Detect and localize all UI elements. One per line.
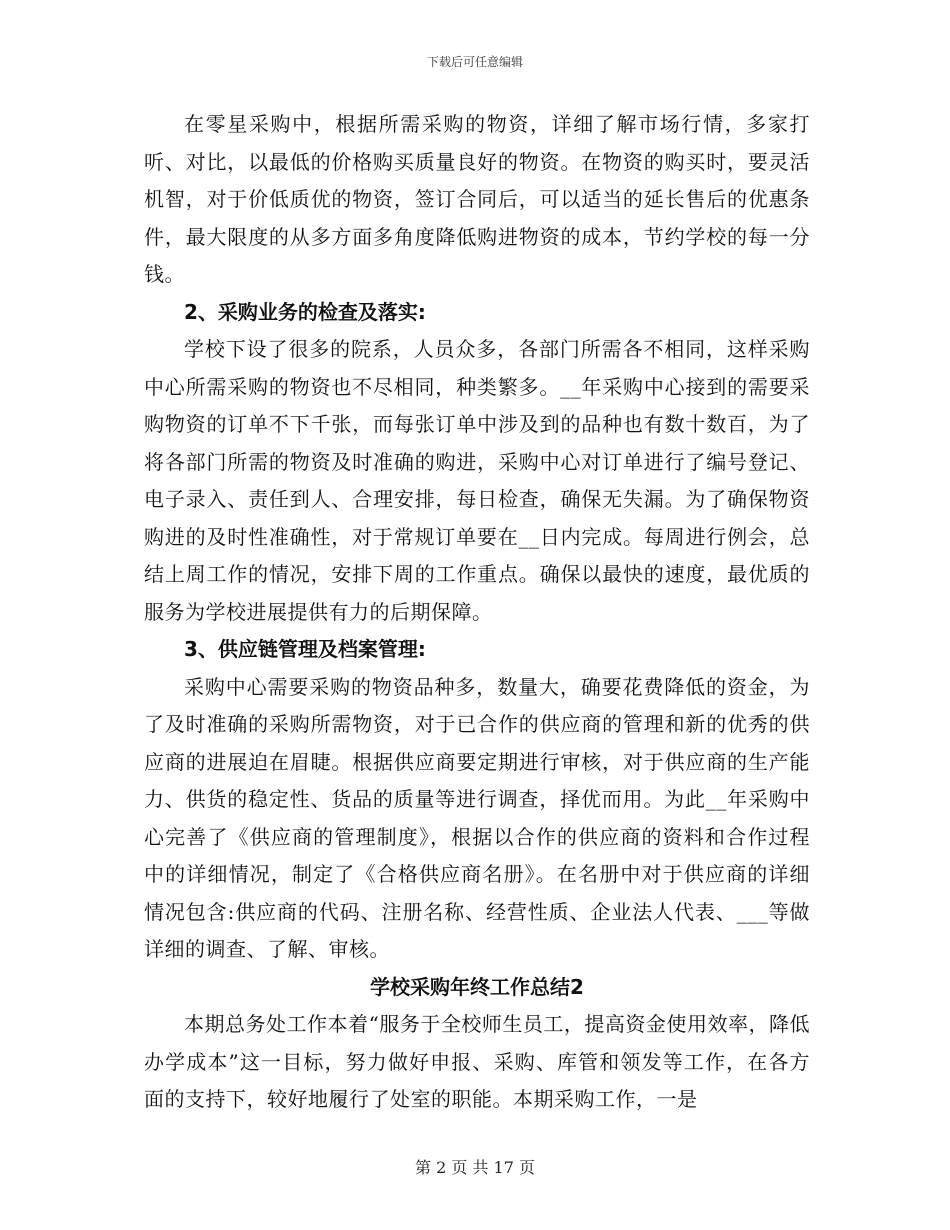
section-title-summary-2: 学校采购年终工作总结2 — [370, 974, 584, 999]
page-number-footer: 第 2 页 共 17 页 — [415, 1158, 535, 1177]
page-header-note: 下载后可任意编辑 — [426, 55, 523, 69]
heading-purchasing-inspection: 2、采购业务的检查及落实: — [184, 299, 426, 324]
paragraph-purchasing-inspection: 学校下设了很多的院系，人员众多，各部门所需各不相同，这样采购中心所需采购的物资也不尽相同，种类繁多。__年采购中心接到的需要采购物资的订单不下千张，而每张订单中涉及到的品种也有数十数百，为了将各部门所需的物资及时准确的购进，采购中心对订单进行了编号登记、电子录入、责任到人、合理安排，每日检查，确保无失漏。为了确保物资购进的及时性准确性，对于常规订单要在__日内完成。每周进行例会，总结上周工作的情况，安排下周的工作重点。确保以最快的速度，最优质的服务为学校进展提供有力的后期保障。 — [144, 337, 810, 624]
paragraph-retail-purchasing: 在零星采购中，根据所需采购的物资，详细了解市场行情，多家打听、对比，以最低的价格购买质量良好的物资。在物资的购买时，要灵活机智，对于价低质优的物资，签订合同后，可以适当的延长售后的优惠条件，最大限度的从多方面多角度降低购进物资的成本，节约学校的每一分钱。 — [144, 112, 810, 286]
paragraph-supply-chain-management: 采购中心需要采购的物资品种多，数量大，确要花费降低的资金，为了及时准确的采购所需物资，对于已合作的供应商的管理和新的优秀的供应商的进展迫在眉睫。根据供应商要定期进行审核，对于供应商的生产能力、供货的稳定性、货品的质量等进行调查，择优而用。为此__年采购中心完善了《供应商的管理制度》，根据以合作的供应商的资料和合作过程中的详细情况，制定了《合格供应商名册》。在名册中对于供应商的详细情况包含:供应商的代码、注册名称、经营性质、企业法人代表、___等做详细的调查、了解、审核。 — [144, 674, 810, 961]
document-body — [144, 106, 810, 1119]
heading-supply-chain-management: 3、供应链管理及档案管理: — [184, 637, 426, 661]
paragraph-general-affairs: 本期总务处工作本着“服务于全校师生员工，提高资金使用效率，降低办学成本”这一目标，努力做好申报、采购、库管和领发等工作，在各方面的支持下，较好地履行了处室的职能。本期采购工作，一是 — [144, 1012, 810, 1111]
